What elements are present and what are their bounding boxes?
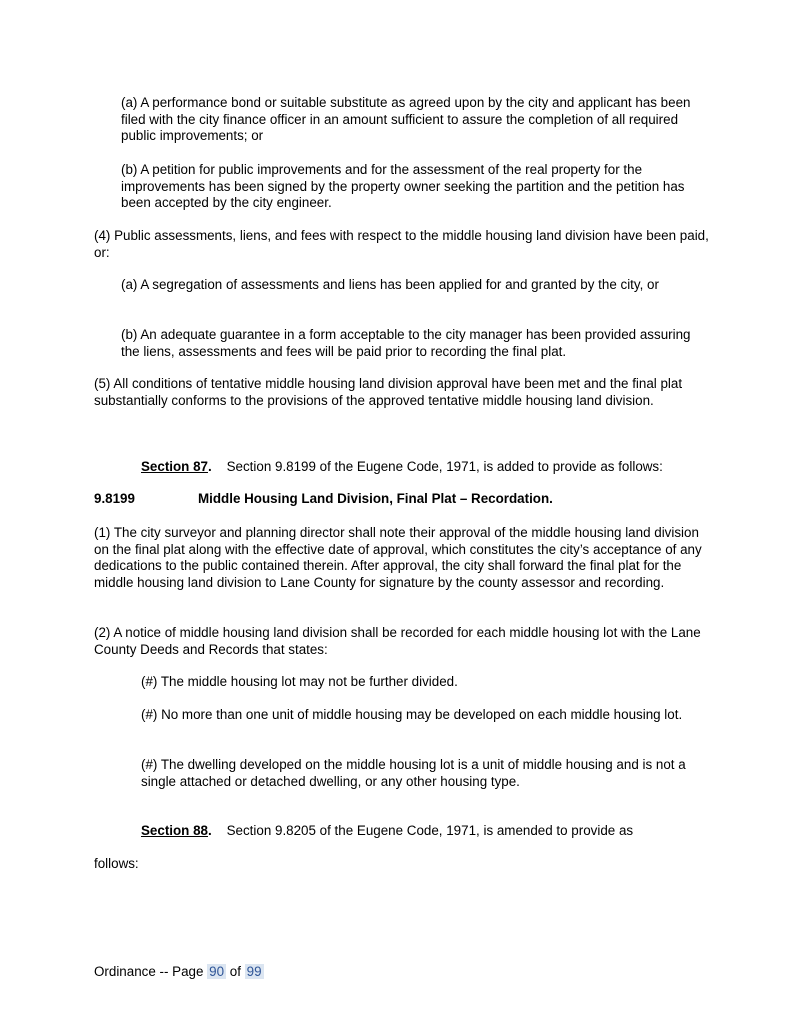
section-88-period: . <box>207 823 212 838</box>
paragraph-4b: (b) An adequate guarantee in a form acceptable to the city manager has been provided assuring the liens, assessments and fees will be paid prior to recording the final plat. <box>121 327 691 359</box>
notice-item-3: (#) The dwelling developed on the middle housing lot is a unit of middle housing and is not a single attached or detached dwelling, or any other housing type. <box>141 757 686 789</box>
footer-page-number: 90 <box>209 964 225 979</box>
paragraph-4: (4) Public assessments, liens, and fees with respect to the middle housing land division have been paid, or: <box>94 228 709 260</box>
section-88-label: Section 88 <box>141 823 208 838</box>
footer-of: of <box>226 964 245 979</box>
section-87-line <box>141 459 663 476</box>
section-87-text: Section 9.8199 of the Eugene Code, 1971, is added to provide as follows: <box>226 459 663 474</box>
footer-total-pages: 99 <box>246 964 262 979</box>
section-88-text: Section 9.8205 of the Eugene Code, 1971, is amended to provide as <box>226 823 634 838</box>
notice-item-1: (#) The middle housing lot may not be further divided. <box>141 674 458 689</box>
footer-prefix: Ordinance -- Page <box>94 964 208 979</box>
section-87-period: . <box>207 459 212 474</box>
paragraph-4a: (a) A segregation of assessments and liens has been applied for and granted by the city, or <box>121 277 659 292</box>
paragraph-3b: (b) A petition for public improvements and for the assessment of the real property for the improvements has been signed by the property owner seeking the partition and the petition has been accepted by the city engineer. <box>121 162 685 210</box>
paragraph-3a: (a) A performance bond or suitable substitute as agreed upon by the city and applicant has been filed with the city finance officer in an amount sufficient to assure the completion of all required public improvements; or <box>121 95 691 143</box>
page-footer <box>94 963 264 981</box>
section-heading <box>94 491 553 508</box>
recordation-paragraph-1: (1) The city surveyor and planning director shall note their approval of the middle housing land division on the final plat along with the effective date of approval, which constitutes the city’s acceptance of any dedications to the public contained therein. After approval, the city shall forward the final plat for the middle housing land division to Lane County for signature by the county assessor and recording. <box>94 525 702 590</box>
section-88-line <box>141 823 633 840</box>
section-87-label: Section 87 <box>141 459 208 474</box>
notice-item-2: (#) No more than one unit of middle housing may be developed on each middle housing lot. <box>141 707 683 722</box>
paragraph-5: (5) All conditions of tentative middle housing land division approval have been met and the final plat substantially conforms to the provisions of the approved tentative middle housing land division. <box>94 376 683 408</box>
recordation-paragraph-2: (2) A notice of middle housing land division shall be recorded for each middle housing lot with the Lane County Deeds and Records that states: <box>94 625 701 657</box>
heading-title: Middle Housing Land Division, Final Plat – Recordation. <box>198 491 553 506</box>
heading-number: 9.8199 <box>94 491 135 506</box>
section-88-continuation: follows: <box>94 856 139 871</box>
